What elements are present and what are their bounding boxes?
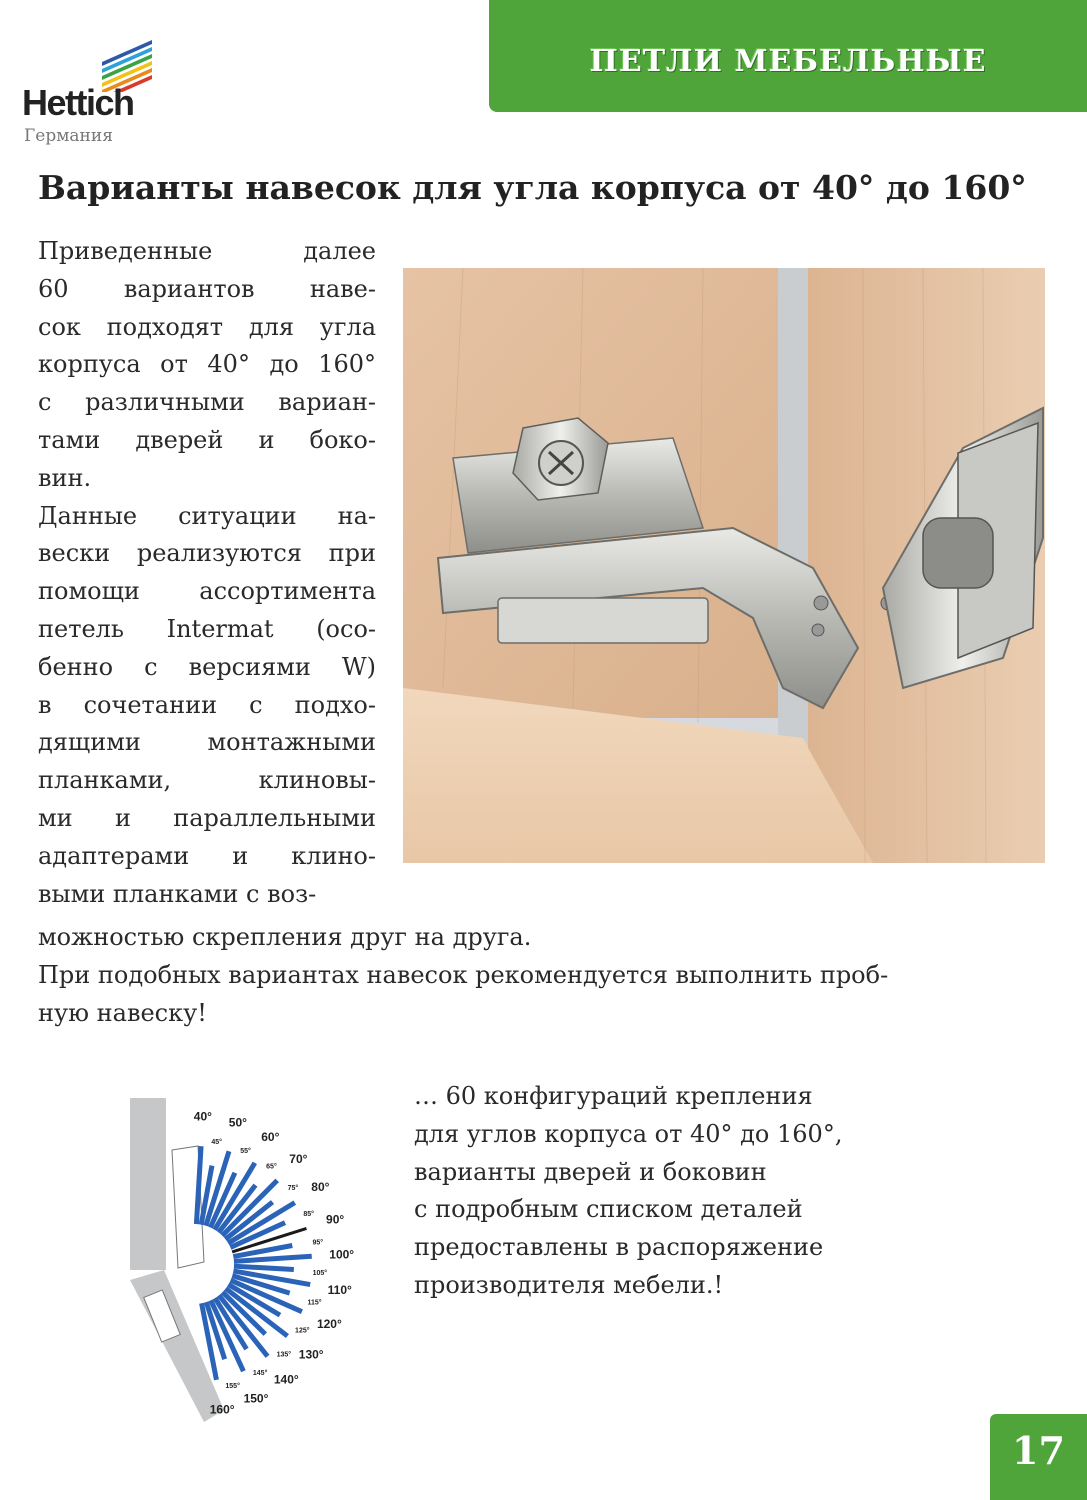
angle-label: 65° xyxy=(266,1163,277,1171)
caption-line: предоставлены в распоряжение xyxy=(414,1233,824,1262)
intro-line: выми планками с воз- xyxy=(38,879,317,908)
angle-label: 55° xyxy=(240,1148,251,1156)
intro-line: петель Intermat (осо- xyxy=(38,614,376,643)
logo-country: Германия xyxy=(24,126,113,146)
hinge-photo xyxy=(403,268,1045,863)
logo-brand: Hettich xyxy=(22,82,134,123)
page-number: 17 xyxy=(1012,1428,1065,1473)
body-line: ную навеску! xyxy=(38,998,207,1027)
angle-label: 100° xyxy=(329,1247,355,1262)
angle-ray xyxy=(233,1245,292,1256)
intro-line: 60 вариантов наве- xyxy=(38,274,376,303)
angle-ray xyxy=(234,1266,294,1269)
angle-label: 160° xyxy=(209,1402,235,1417)
angle-label: 50° xyxy=(228,1115,247,1130)
intro-line: с различными вариан- xyxy=(38,388,376,417)
angle-label: 95° xyxy=(312,1239,324,1247)
intro-line: адаптерами и клино- xyxy=(38,841,376,870)
angle-label: 85° xyxy=(303,1210,314,1218)
angle-label: 125° xyxy=(295,1327,310,1335)
caption-line: … 60 конфигураций крепления xyxy=(414,1082,813,1110)
angle-label: 120° xyxy=(316,1316,342,1331)
intro-line: ми и параллельными xyxy=(38,803,376,832)
caption-line: с подробным списком деталей xyxy=(414,1195,803,1224)
angle-label: 150° xyxy=(243,1391,269,1406)
angle-label: 155° xyxy=(225,1382,240,1390)
intro-line: в сочетании с подхо- xyxy=(38,690,376,719)
cabinet-side-shape xyxy=(130,1098,166,1270)
angle-label: 70° xyxy=(289,1152,308,1167)
intro-line: вески реализуются при xyxy=(38,539,376,568)
intro-line: планками, клиновы- xyxy=(38,766,376,795)
caption-line: производителя мебели.! xyxy=(414,1270,724,1299)
page-title: Варианты навесок для угла корпуса от 40° до 160° xyxy=(38,168,1027,207)
diagram-caption xyxy=(414,1078,974,1305)
intro-line: сок подходят для угла xyxy=(38,312,376,341)
section-title: ПЕТЛИ МЕБЕЛЬНЫЕ xyxy=(589,44,987,79)
section-header xyxy=(489,0,1087,112)
angle-label: 60° xyxy=(261,1130,280,1145)
hettich-logo xyxy=(22,40,162,150)
angle-diagram xyxy=(124,1092,394,1432)
page-number-box xyxy=(990,1414,1087,1500)
angle-label: 110° xyxy=(327,1282,352,1297)
full-paragraph xyxy=(38,919,1050,1032)
intro-line: Приведенные далее xyxy=(38,237,376,265)
angle-label: 115° xyxy=(307,1299,322,1307)
angle-label: 140° xyxy=(273,1372,299,1387)
angle-label: 130° xyxy=(298,1347,324,1362)
angle-label: 105° xyxy=(312,1269,328,1277)
angle-ray xyxy=(234,1256,312,1261)
angle-label: 135° xyxy=(276,1351,292,1359)
intro-paragraph xyxy=(38,233,376,913)
angle-label: 75° xyxy=(287,1184,299,1192)
angle-label: 45° xyxy=(211,1139,222,1147)
intro-line: тами дверей и боко- xyxy=(38,425,376,454)
angle-label: 145° xyxy=(252,1370,268,1378)
intro-line: дящими монтажными xyxy=(38,728,376,757)
angle-label: 90° xyxy=(326,1212,345,1227)
angle-label: 80° xyxy=(311,1179,330,1194)
intro-line: Данные ситуации на- xyxy=(38,501,376,530)
angle-label: 40° xyxy=(193,1109,212,1124)
intro-line: помощи ассортимента xyxy=(38,577,376,606)
intro-line: бенно с версиями W) xyxy=(38,652,376,681)
caption-line: варианты дверей и боковин xyxy=(414,1157,767,1186)
body-line: При подобных вариантах навесок рекомендуется выполнить проб- xyxy=(38,960,889,989)
body-line: можностью скрепления друг на друга. xyxy=(38,923,532,951)
intro-line: корпуса от 40° до 160° xyxy=(38,350,376,379)
intro-line: вин. xyxy=(38,463,92,492)
caption-line: для углов корпуса от 40° до 160°, xyxy=(414,1119,843,1148)
